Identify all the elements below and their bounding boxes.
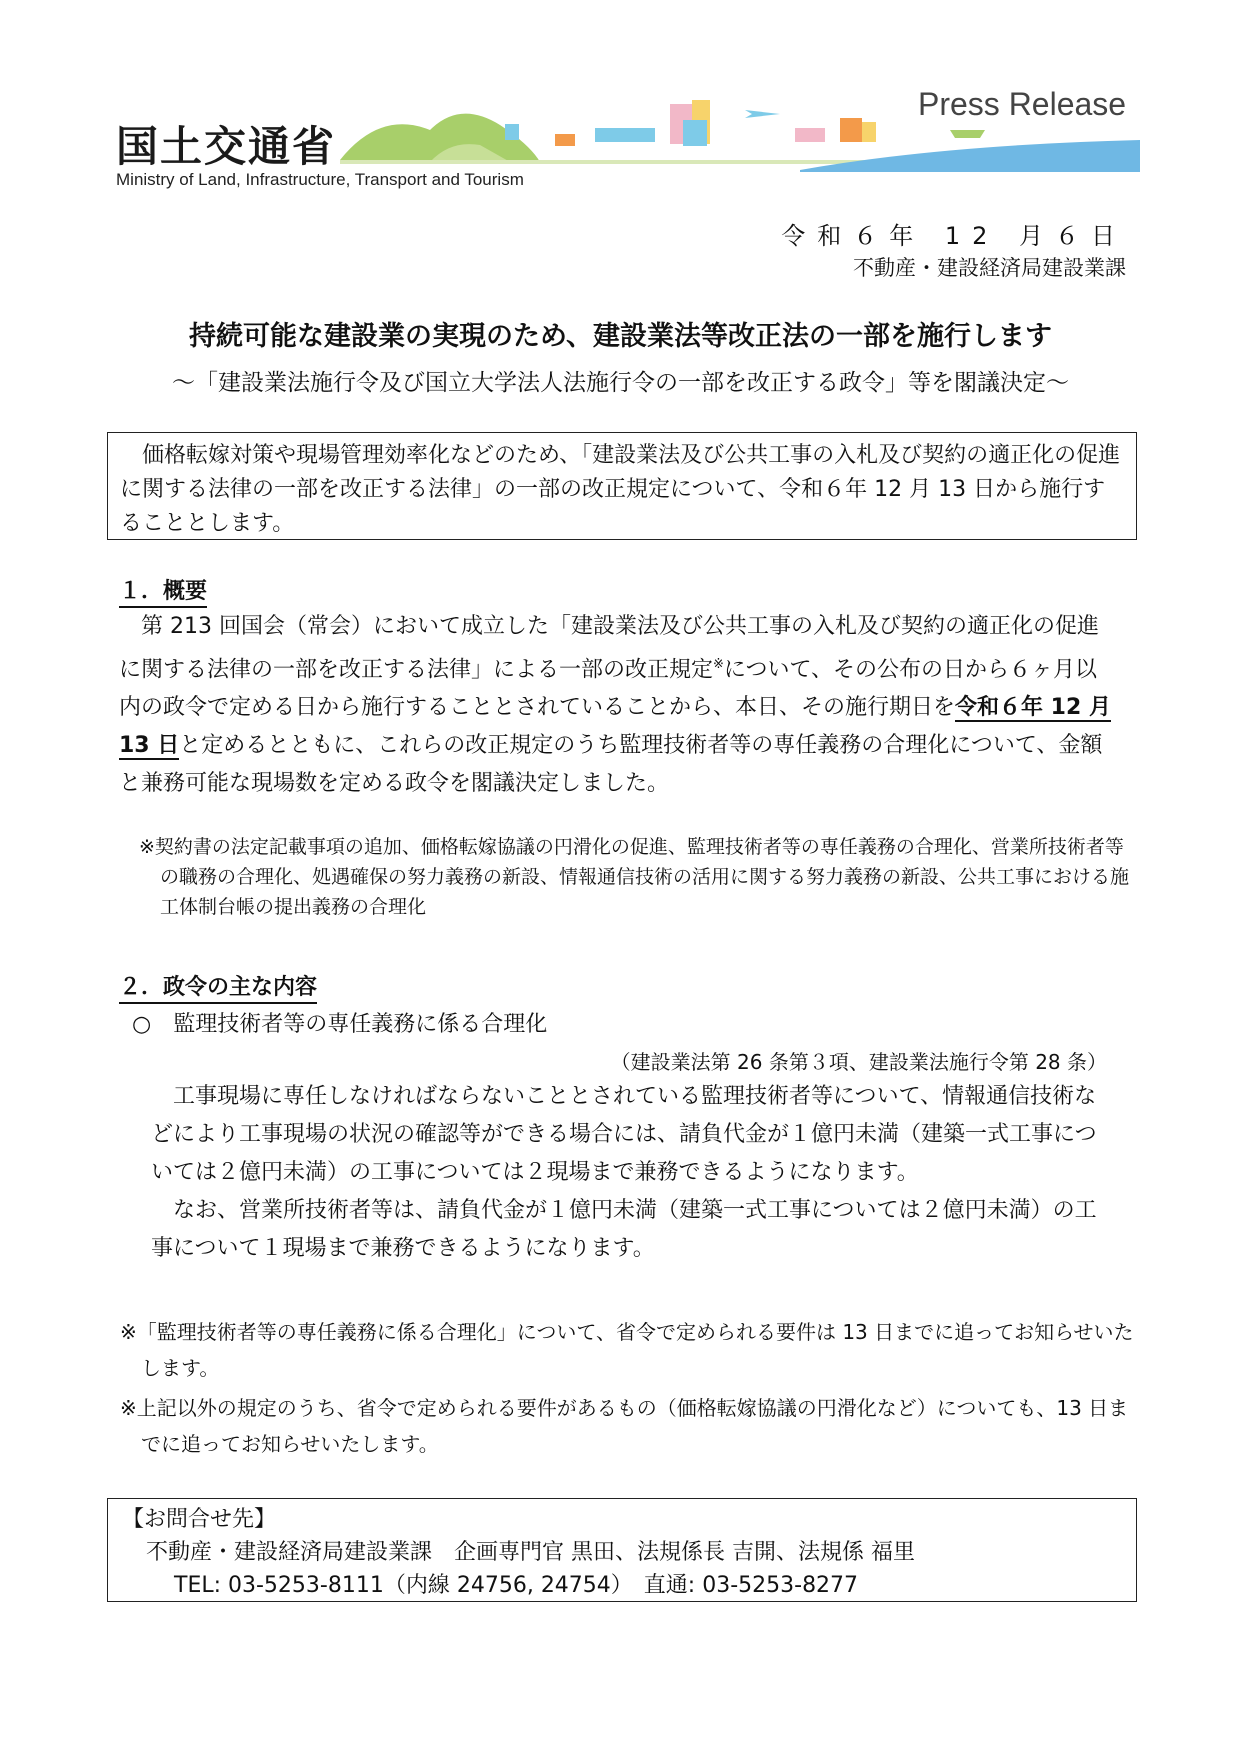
sea-shape bbox=[800, 140, 1140, 172]
ship-icon bbox=[950, 130, 985, 138]
section-2-heading-text: ２．政令の主な内容 bbox=[119, 975, 317, 1004]
factory-icon bbox=[840, 118, 862, 142]
effective-date: 令和６年 12 月 13 日 bbox=[119, 695, 1111, 759]
section-2-paragraph-1: 工事現場に専任しなければならないこととされている監理技術者等について、情報通信技術などにより工事現場の状況の確認等ができる場合には、請負代金が１億円未満（建築一式工事については２億円未満）の工事については２現場まで兼務できるようになります。 bbox=[151, 1084, 1097, 1185]
section-2-paragraph-2: なお、営業所技術者等は、請負代金が１億円未満（建築一式工事については２億円未満）の工事について１現場まで兼務できるようになります。 bbox=[151, 1198, 1097, 1261]
section-1-body-part-3: と定めるとともに、これらの改正規定のうち監理技術者等の専任義務の合理化について、金額と兼務可能な現場数を定める政令を閣議決定しました。 bbox=[119, 733, 1103, 797]
page-subtitle: ～「建設業法施行令及び国立大学法人法施行令の一部を改正する政令」等を閣議決定～ bbox=[172, 370, 1069, 396]
section-1-heading bbox=[119, 574, 207, 605]
house-icon bbox=[505, 124, 519, 140]
bus-icon bbox=[795, 128, 825, 142]
contact-box bbox=[107, 1498, 1137, 1602]
train-icon bbox=[595, 128, 655, 142]
section-1-body-part-2: について、その公布の日から６ヶ月以内の政令で定める日から施行することとされていることから、本日、その施行期日を bbox=[119, 657, 1098, 721]
section-1-note: ※契約書の法定記載事項の追加、価格転嫁協議の円滑化の促進、監理技術者等の専任義務の合理化、営業所技術者等の職務の合理化、処遇確保の努力義務の新設、情報通信技術の活用に関する努力義務の新設、公共工事における施工体制台帳の提出義務の合理化 bbox=[139, 836, 1130, 918]
section-1-heading-text: １．概要 bbox=[119, 579, 207, 608]
summary-text: 価格転嫁対策や現場管理効率化などのため、「建設業法及び公共工事の入札及び契約の適正化の促進に関する法律の一部を改正する法律」の一部の改正規定について、令和６年 12 月 13 日から施行することとします。 bbox=[120, 443, 1121, 536]
section-2-note-2: ※上記以外の規定のうち、省令で定められる要件があるもの（価格転嫁協議の円滑化など）についても、13 日までに追ってお知らせいたします。 bbox=[120, 1396, 1129, 1456]
contact-heading: 【お問合せ先】 bbox=[122, 1507, 277, 1532]
issue-date: 令和６年 12 月６日 bbox=[781, 222, 1127, 250]
contact-line-2: TEL: 03-5253-8111（内線 24756, 24754） 直通: 03-5253-8277 bbox=[174, 1573, 859, 1598]
contact-line-1: 不動産・建設経済局建設業課 企画専門官 黒田、法規係長 吉開、法規係 福里 bbox=[146, 1540, 915, 1565]
press-release-label: Press Release bbox=[918, 86, 1127, 122]
issuing-department: 不動産・建設経済局建設業課 bbox=[853, 256, 1126, 280]
section-2-heading bbox=[119, 970, 317, 1001]
airplane-icon bbox=[745, 110, 780, 118]
page-title: 持続可能な建設業の実現のため、建設業法等改正法の一部を施行します bbox=[189, 321, 1052, 352]
header-banner-illustration bbox=[340, 100, 1140, 195]
ministry-logo-en: Ministry of Land, Infrastructure, Transport and Tourism bbox=[116, 170, 524, 189]
section-1-body-part-1: 第 213 回国会（常会）において成立した「建設業法及び公共工事の入札及び契約の適正化の促進に関する法律の一部を改正する法律」による一部の改正規定 bbox=[119, 614, 1099, 683]
building-icon-3 bbox=[683, 120, 707, 146]
section-2-note-1: ※「監理技術者等の専任義務に係る合理化」について、省令で定められる要件は 13 日までに追ってお知らせいたします。 bbox=[120, 1320, 1134, 1380]
factory-icon-2 bbox=[862, 122, 876, 142]
section-2-body bbox=[151, 1078, 1111, 1268]
section-1-body bbox=[119, 608, 1119, 803]
ministry-logo-jp: 国土交通省 bbox=[116, 122, 337, 171]
truck-icon bbox=[555, 134, 575, 146]
section-2-item-title: ○ 監理技術者等の専任義務に係る合理化 bbox=[132, 1012, 548, 1037]
section-2-item-reference: （建設業法第 26 条第３項、建設業法施行令第 28 条） bbox=[610, 1050, 1107, 1074]
footnote-mark: ※ bbox=[713, 657, 724, 672]
summary-box bbox=[107, 432, 1137, 540]
